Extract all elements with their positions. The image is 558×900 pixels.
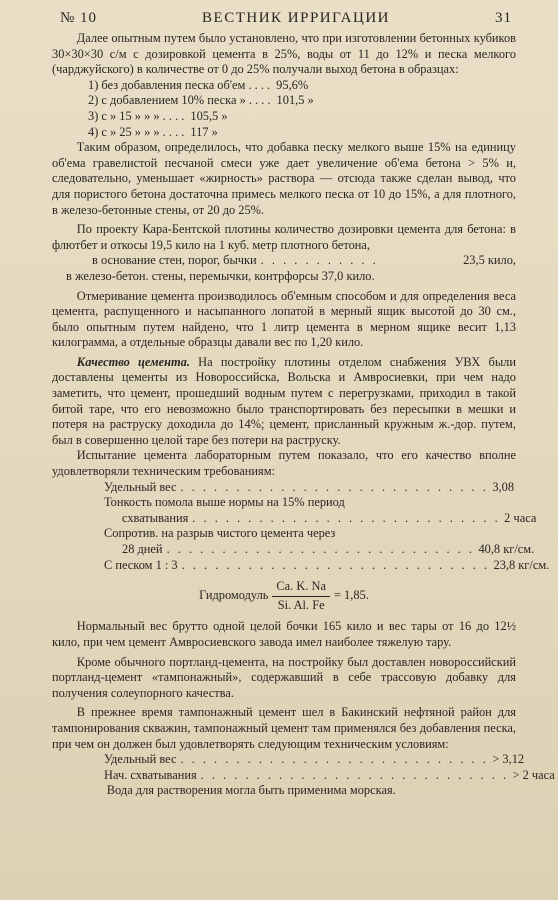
- paragraph-5-body: На постройку плотины отделом снабжения УВХ были доставлены цементы из Новороссийска, Вольска и Амвросиевки, при чем надо заметить, что цемент, прошедший водным путем с перегрузками, приходил в такой битой таре, что его невозможно было транспортировать без пересыпки в мешки и потеря на раструску доходила до 14%; цемент, присланный кружным ж.-дор. путем, был в совершенно целой таре без потери на раструску.: [52, 354, 516, 447]
- spec-tensile: 28 дней . . . . . . . . . . . . . . . . . . . . . . . . . . . . 40,8 кг/см.: [122, 542, 535, 556]
- sample-value: 101,5 »: [276, 93, 314, 108]
- paragraph-9: В прежнее время тампонажный цемент шел в Бакинский нефтяной район для тампонирования скважин, тампонажный цемент там применялся без добавления песка, при чем он должен был удовлетворять следующим техническим условиям:: [52, 705, 516, 751]
- dosage-value: 23,5 кило,: [463, 253, 516, 268]
- paragraph-10: Вода для растворения могла быть применима морская.: [106, 783, 396, 798]
- spec-density: Удельный вес . . . . . . . . . . . . . . . . . . . . . . . . . . . . 3,08: [104, 479, 515, 494]
- paragraph-8: Кроме обычного портланд-цемента, на постройку был доставлен новороссийский портланд-цемент «тампонажный», содержавший в себе трассовую добавку для получения солеупорного качества.: [52, 654, 516, 700]
- dosage-foundation: в основание стен, порог, бычки . . . . . . . . . . . 23,5 кило,: [92, 253, 516, 268]
- sample-value: 95,6%: [276, 77, 309, 92]
- hydromodulus-formula: Гидромодуль $\frac{Ca. K. Na}{Si. Al. Fe}$ = 1,85.: [199, 579, 369, 612]
- sample-value: 105,5 »: [190, 108, 228, 123]
- paragraph-5: [52, 355, 516, 449]
- paragraph-7: Нормальный вес брутто одной целой бочки 165 кило и вес тары от 16 до 12½ кило, при чем цемент Амвросиевского завода имел наиболее тяжелую тару.: [52, 619, 516, 649]
- page-number: 31: [494, 10, 512, 26]
- sample-value: 117 »: [190, 124, 218, 139]
- page-header: [52, 10, 516, 27]
- paragraph-3: По проекту Кара-Бентской плотины количество дозировки цемента для бетона: в флютбет и откосы 19,5 кило на 1 куб. метр плотного бетона,: [52, 222, 516, 252]
- spec-sand: С песком 1 : 3 . . . . . . . . . . . . . . . . . . . . . . . . . . . . 23,8 кг/см.: [104, 557, 550, 572]
- sample-label: 3) с » 15 » » » . . . .: [88, 108, 185, 123]
- sample-label: 4) с » 25 » » » . . . .: [88, 124, 185, 139]
- sample-row-3: [88, 109, 516, 125]
- sample-row-1: [88, 78, 516, 94]
- paragraph-2: Таким образом, определилось, что добавка песку мелкого выше 15% на единицу об'ема гравелистой песчаной смеси уже дает увеличение об'ема бетона > 5% и, следовательно, уменьшает «жирность» раствора — отсюда также сделан вывод, что для пористого бетона достаточна примесь мелкого песка от 10 до 15%, а для плотного, в железо-бетонные стены, от 20 до 25%.: [52, 140, 516, 217]
- sample-label: 1) без добавления песка об'ем . . . .: [88, 77, 271, 92]
- condition-setting: Нач. схватывания . . . . . . . . . . . . . . . . . . . . . . . . . . . . > 2 часа: [104, 767, 555, 782]
- journal-title: ВЕСТНИК ИРРИГАЦИИ: [202, 10, 391, 26]
- sample-row-2: [88, 93, 516, 109]
- section-heading: Качество цемента.: [76, 354, 190, 369]
- sample-row-4: [88, 125, 516, 141]
- dosage-label: в основание стен, порог, бычки: [92, 253, 257, 268]
- sample-list: [88, 78, 516, 140]
- spec-fineness-line1: Тонкость помола выше нормы на 15% период: [104, 495, 345, 510]
- formula-fraction: $\frac{Ca. K. Na}{Si. Al. Fe}$: [272, 579, 330, 613]
- issue-number: № 10: [60, 10, 98, 26]
- article-body: [52, 31, 555, 799]
- spec-tensile-line1: Сопротив. на разрыв чистого цемента через: [104, 526, 336, 541]
- condition-density: Удельный вес . . . . . . . . . . . . . . . . . . . . . . . . . . . . > 3,12: [104, 752, 525, 767]
- spec-fineness: схватывания . . . . . . . . . . . . . . . . . . . . . . . . . . . . 2 часа: [122, 510, 537, 525]
- paragraph-6: Испытание цемента лабораторным путем показало, что его качество вполне удовлетворяли техническим требованиям:: [52, 448, 516, 479]
- paragraph-1: Далее опытным путем было установлено, что при изготовлении бетонных кубиков 30×30×30 с/м с дозировкой цемента в 25%, воды от 11 до 12% и песка мелкого (чарджуйского) в количестве от 0 до 25% получали выход бетона в образцах:: [52, 31, 516, 77]
- dosage-walls: в железо-бетон. стены, перемычки, контрфорсы 37,0 кило.: [66, 268, 375, 283]
- sample-label: 2) с добавлением 10% песка » . . . .: [88, 93, 271, 108]
- paragraph-4: Отмеривание цемента производилось об'емным способом и для определения веса цемента, распущенного и насыпанного лопатой в мерный ящик высотой до 30 см., было опытным путем найдено, что 1 литр цемента в мерном ящике весит 1,13 килограмма, а отдельные образцы давали вес по 1,20 кило.: [52, 288, 516, 350]
